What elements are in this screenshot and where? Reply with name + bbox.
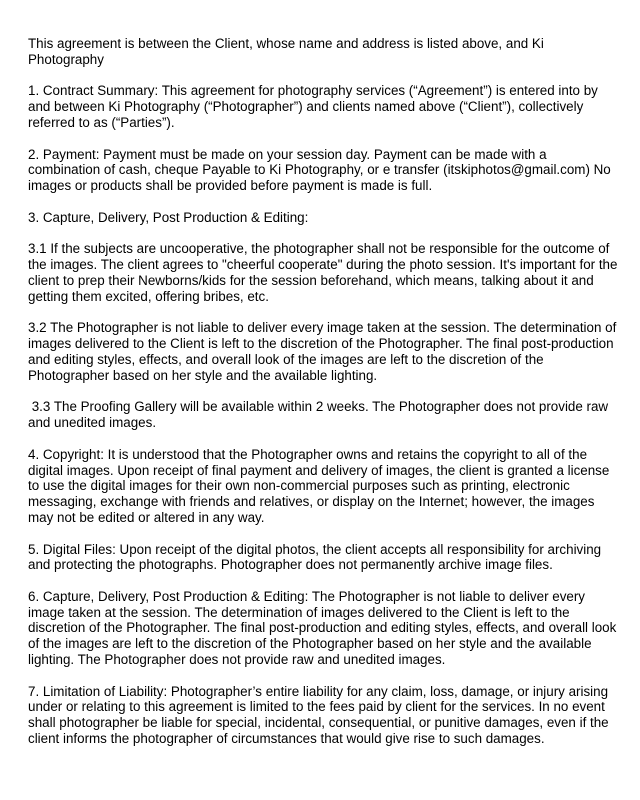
clause-3-3-paragraph: 3.3 The Proofing Gallery will be available within 2 weeks. The Photographer does not provide raw and unedited images. [28,399,612,431]
capture-delivery-heading: 3. Capture, Delivery, Post Production & Editing: [28,209,309,225]
copyright-paragraph: 4. Copyright: It is understood that the Photographer owns and retains the copyright to all of the digital images. Upon receipt of final payment and delivery of images, the client is granted a license to use the digital images for their own non-commercial purposes such as printing, electronic messaging, exchange with friends and relatives, or display on the Internet; however, the images may not be edited or altered in any way. [28,446,610,525]
digital-files-paragraph: 5. Digital Files: Upon receipt of the digital photos, the client accepts all responsibility for archiving and protecting the photographs. Photographer does not permanently archive image files. [28,541,602,573]
capture-delivery-paragraph: 6. Capture, Delivery, Post Production & Editing: The Photographer is not liable to deliver every image taken at the session. The determination of images delivered to the Client is left to the discretion of the Photographer. The final post-production and editing styles, effects, and overall look of the images are left to the discretion of the Photographer based on her style and the available lighting. The Photographer does not provide raw and unedited images. [28,588,617,668]
limitation-of-liability-paragraph: 7. Limitation of Liability: Photographer’s entire liability for any claim, loss, damage, or injury arising under or relating to this agreement is limited to the fees paid by client for the services. In no event shall photographer be liable for special, incidental, consequential, or punitive damages, even if the client informs the photographer of circumstances that would give rise to such damages. [28,683,609,747]
clause-3-1-paragraph: 3.1 If the subjects are uncooperative, the photographer shall not be responsible for the outcome of the images. The client agrees to "cheerful cooperate" during the photo session. It's important for the client to prep their Newborns/kids for the session beforehand, which means, talking about it and getting them excited, offering bribes, etc. [28,241,618,304]
agreement-document [28,36,618,763]
payment-paragraph: 2. Payment: Payment must be made on your session day. Payment can be made with a combination of cash, cheque Payable to Ki Photography, or e transfer (itskiphotos@gmail.com) No images or products shall be provided before payment is made is full. [28,146,611,194]
contract-summary-paragraph: 1. Contract Summary: This agreement for photography services (“Agreement”) is entered into by and between Ki Photography (“Photographer”) and clients named above (“Client”), collectively referred to as (“Parties”). [28,83,598,130]
intro-paragraph: This agreement is between the Client, whose name and address is listed above, and Ki Photography [28,36,544,67]
clause-3-2-paragraph: 3.2 The Photographer is not liable to deliver every image taken at the session. The determination of images delivered to the Client is left to the discretion of the Photographer. The final post-production and editing styles, effects, and overall look of the images are left to the discretion of the Photographer based on her style and the available lighting. [28,320,617,383]
